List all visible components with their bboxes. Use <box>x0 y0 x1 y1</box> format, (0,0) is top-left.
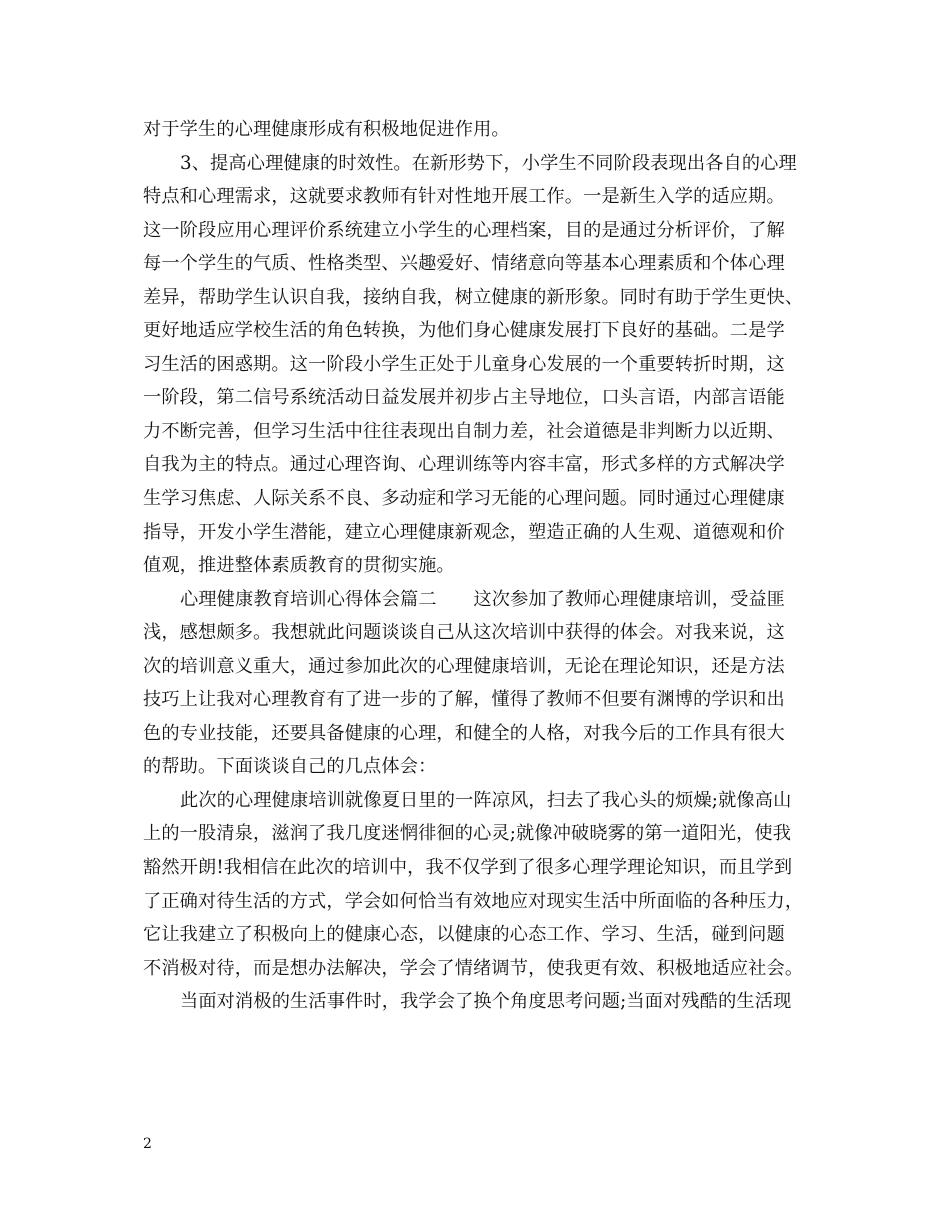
text-line: 上的一股清泉，滋润了我几度迷惘徘徊的心灵;就像冲破晓雾的第一道阳光，使我 <box>143 823 792 845</box>
text-line: 习生活的困惑期。这一阶段小学生正处于儿童身心发展的一个重要转折时期，这 <box>143 353 785 375</box>
text-line: 技巧上让我对心理教育有了进一步的了解，懂得了教师不但要有渊博的学识和出 <box>143 689 785 711</box>
text-line: 自我为主的特点。通过心理咨询、心理训练等内容丰富，形式多样的方式解决学 <box>143 454 785 476</box>
text-line: 的帮助。下面谈谈自己的几点体会： <box>143 756 437 778</box>
text-line: 指导，开发小学生潜能，建立心理健康新观念，塑造正确的人生观、道德观和价 <box>143 521 785 543</box>
text-line: 此次的心理健康培训就像夏日里的一阵凉风，扫去了我心头的烦燥;就像高山 <box>180 789 792 811</box>
text-line: 更好地适应学校生活的角色转换，为他们身心健康发展打下良好的基础。二是学 <box>143 320 785 342</box>
text-line: 特点和心理需求，这就要求教师有针对性地开展工作。一是新生入学的适应期。 <box>143 186 785 208</box>
text-line: 它让我建立了积极向上的健康心态，以健康的心态工作、学习、生活，碰到问题 <box>143 924 785 946</box>
text-line: 浅，感想颇多。我想就此问题谈谈自己从这次培训中获得的体会。对我来说，这 <box>143 622 785 644</box>
text-line: 差异，帮助学生认识自我，接纳自我，树立健康的新形象。同时有助于学生更快、 <box>143 286 804 308</box>
text-line: 一阶段，第二信号系统活动日益发展并初步占主导地位，口头言语，内部言语能 <box>143 387 785 409</box>
text-line: 力不断完善，但学习生活中往往表现出自制力差，社会道德是非判断力以近期、 <box>143 420 785 442</box>
text-line: 3、提高心理健康的时效性。在新形势下，小学生不同阶段表现出各自的心理 <box>180 152 797 174</box>
text-line: 了正确对待生活的方式，学会如何恰当有效地应对现实生活中所面临的各种压力， <box>143 890 804 912</box>
text-line: 每一个学生的气质、性格类型、兴趣爱好、情绪意向等基本心理素质和个体心理 <box>143 253 785 275</box>
text-line: 不消极对待，而是想办法解决，学会了情绪调节，使我更有效、积极地适应社会。 <box>143 957 804 979</box>
page-number: 2 <box>143 1136 152 1152</box>
text-line: 次的培训意义重大，通过参加此次的心理健康培训，无论在理论知识，还是方法 <box>143 655 785 677</box>
text-line: 值观，推进整体素质教育的贯彻实施。 <box>143 555 455 577</box>
text-line: 心理健康教育培训心得体会篇二 这次参加了教师心理健康培训，受益匪 <box>180 588 786 610</box>
text-line: 对于学生的心理健康形成有积极地促进作用。 <box>143 119 510 140</box>
text-line: 当面对消极的生活事件时，我学会了换个角度思考问题;当面对残酷的生活现 <box>180 991 792 1013</box>
text-line: 色的专业技能，还要具备健康的心理，和健全的人格，对我今后的工作具有很大 <box>143 722 785 744</box>
body-text <box>143 113 818 1019</box>
text-line: 豁然开朗!我相信在此次的培训中，我不仅学到了很多心理学理论知识，而且学到 <box>143 857 793 879</box>
text-line: 生学习焦虑、人际关系不良、多动症和学习无能的心理问题。同时通过心理健康 <box>143 488 785 510</box>
text-line: 这一阶段应用心理评价系统建立小学生的心理档案，目的是通过分析评价，了解 <box>143 219 785 241</box>
